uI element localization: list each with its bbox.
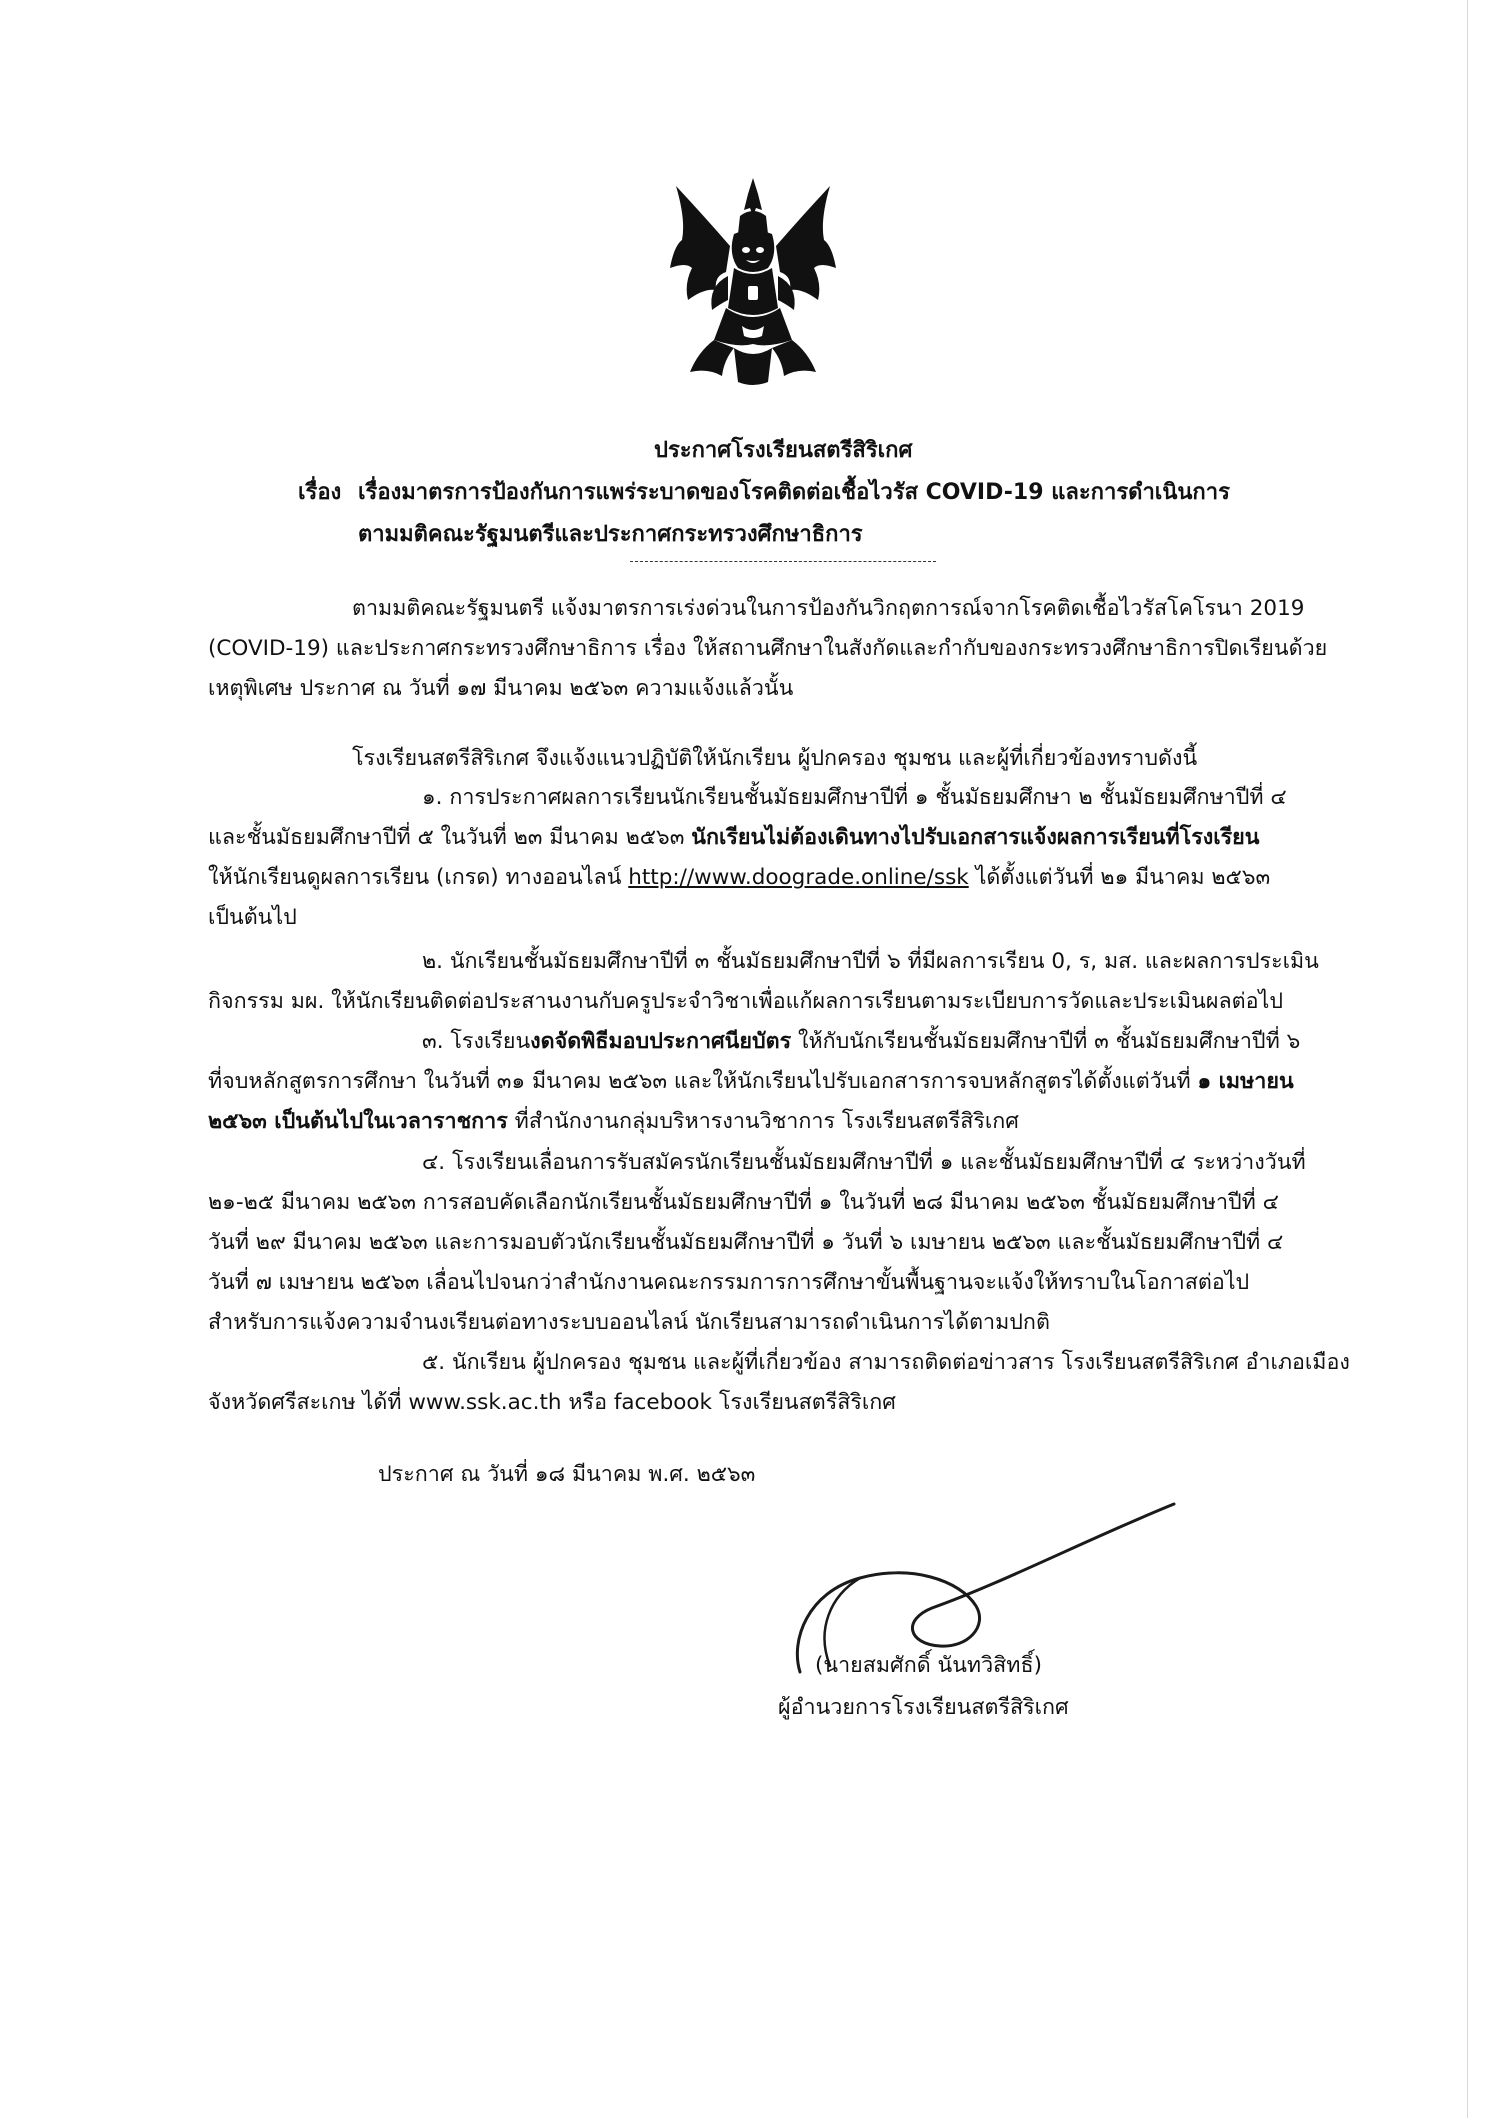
announcement-date: ประกาศ ณ วันที่ ๑๘ มีนาคม พ.ศ. ๒๕๖๓ [378, 1462, 756, 1487]
item3-line-2-bold: ๑ เมษายน [1197, 1069, 1294, 1094]
intro-line-1: ตามมติคณะรัฐมนตรี แจ้งมาตรการเร่งด่วนในการป้องกันวิกฤตการณ์จากโรคติดเชื้อไวรัสโคโรนา 2019 [352, 596, 1305, 621]
subject-line-1: เรื่องมาตรการป้องกันการแพร่ระบาดของโรคติดต่อเชื้อไวรัส COVID-19 และการดำเนินการ [358, 480, 1230, 505]
intro-line-3: เหตุพิเศษ ประกาศ ณ วันที่ ๑๗ มีนาคม ๒๕๖๓ ความแจ้งแล้วนั้น [208, 676, 794, 701]
doograde-link[interactable]: http://www.doograde.online/ssk [628, 865, 969, 890]
signer-name: (นายสมศักดิ์ นันทวิสิทธิ์) [815, 1653, 1042, 1678]
page-edge [1467, 0, 1468, 2118]
item3-line-1-bold: งดจัดพิธีมอบประกาศนียบัตร [530, 1029, 792, 1054]
item3-line-3 [208, 1104, 1019, 1138]
item4-line-2: ๒๑-๒๕ มีนาคม ๒๕๖๓ การสอบคัดเลือกนักเรียนชั้นมัธยมศึกษาปีที่ ๑ ในวันที่ ๒๘ มีนาคม ๒๕๖๓ ชั้นมัธยมศึกษาปีที่ ๔ [208, 1190, 1279, 1215]
item5-line-1: ๕. นักเรียน ผู้ปกครอง ชุมชน และผู้ที่เกี่ยวข้อง สามารถติดต่อข่าวสาร โรงเรียนสตรีสิริเกศ อำเภอเมือง [422, 1350, 1350, 1375]
item4-line-5: สำหรับการแจ้งความจำนงเรียนต่อทางระบบออนไลน์ นักเรียนสามารถดำเนินการได้ตามปกติ [208, 1310, 1050, 1335]
item1-line-2-text: และชั้นมัธยมศึกษาปีที่ ๕ ในวันที่ ๒๓ มีนาคม ๒๕๖๓ [208, 825, 692, 850]
item1-line-2-bold: นักเรียนไม่ต้องเดินทางไปรับเอกสารแจ้งผลการเรียนที่โรงเรียน [691, 825, 1260, 850]
item1-line-4: เป็นต้นไป [208, 905, 297, 930]
subject-line-2: ตามมติคณะรัฐมนตรีและประกาศกระทรวงศึกษาธิการ [358, 522, 863, 547]
item3-line-3-bold: ๒๕๖๓ เป็นต้นไปในเวลาราชการ [208, 1109, 508, 1134]
item3-line-1 [422, 1024, 1300, 1058]
item3-line-2-text: ที่จบหลักสูตรการศึกษา ในวันที่ ๓๑ มีนาคม ๒๕๖๓ และให้นักเรียนไปรับเอกสารการจบหลักสูตรได้ตั้งแต่วันที่ [208, 1069, 1198, 1094]
item4-line-1: ๔. โรงเรียนเลื่อนการรับสมัครนักเรียนชั้นมัธยมศึกษาปีที่ ๑ และชั้นมัธยมศึกษาปีที่ ๔ ระหว่างวันที่ [422, 1150, 1306, 1175]
item4-line-4: วันที่ ๗ เมษายน ๒๕๖๓ เลื่อนไปจนกว่าสำนักงานคณะกรรมการการศึกษาขั้นพื้นฐานจะแจ้งให้ทราบในโอกาสต่อไป [208, 1270, 1250, 1295]
notice-line: โรงเรียนสตรีสิริเกศ จึงแจ้งแนวปฏิบัติให้นักเรียน ผู้ปกครอง ชุมชน และผู้ที่เกี่ยวข้องทราบดังนี้ [352, 746, 1198, 771]
item1-line-1: ๑. การประกาศผลการเรียนนักเรียนชั้นมัธยมศึกษาปีที่ ๑ ชั้นมัธยมศึกษา ๒ ชั้นมัธยมศึกษาปีที่ ๔ [422, 785, 1287, 810]
item4-line-3: วันที่ ๒๙ มีนาคม ๒๕๖๓ และการมอบตัวนักเรียนชั้นมัธยมศึกษาปีที่ ๑ วันที่ ๖ เมษายน ๒๕๖๓ และชั้นมัธยมศึกษาปีที่ ๔ [208, 1230, 1284, 1255]
item1-line-2 [208, 820, 1259, 854]
item3-line-1-tail: ให้กับนักเรียนชั้นมัธยมศึกษาปีที่ ๓ ชั้นมัธยมศึกษาปีที่ ๖ [791, 1029, 1301, 1054]
garuda-emblem [668, 176, 838, 388]
subject-label: เรื่อง [298, 480, 342, 505]
item1-line-3-tail: ได้ตั้งแต่วันที่ ๒๑ มีนาคม ๒๕๖๓ [968, 865, 1271, 890]
dashed-divider [630, 561, 936, 562]
signer-title: ผู้อำนวยการโรงเรียนสตรีสิริเกศ [778, 1695, 1069, 1720]
item1-line-3 [208, 860, 1270, 894]
item3-line-2 [208, 1064, 1294, 1098]
item2-line-1: ๒. นักเรียนชั้นมัธยมศึกษาปีที่ ๓ ชั้นมัธยมศึกษาปีที่ ๖ ที่มีผลการเรียน 0, ร, มส. และผลการประเมิน [422, 949, 1319, 974]
item1-line-3-text: ให้นักเรียนดูผลการเรียน (เกรด) ทางออนไลน์ [208, 865, 629, 890]
item5-line-2: จังหวัดศรีสะเกษ ได้ที่ www.ssk.ac.th หรือ facebook โรงเรียนสตรีสิริเกศ [208, 1390, 896, 1415]
item3-line-1-text: ๓. โรงเรียน [422, 1029, 531, 1054]
intro-line-2: (COVID-19) และประกาศกระทรวงศึกษาธิการ เรื่อง ให้สถานศึกษาในสังกัดและกำกับของกระทรวงศึกษาธิการปิดเรียนด้วย [208, 636, 1328, 661]
item2-line-2: กิจกรรม มผ. ให้นักเรียนติดต่อประสานงานกับครูประจำวิชาเพื่อแก้ผลการเรียนตามระเบียบการวัดและประเมินผลต่อไป [208, 989, 1283, 1014]
announcement-title: ประกาศโรงเรียนสตรีสิริเกศ [654, 438, 913, 463]
item3-line-3-tail: ที่สำนักงานกลุ่มบริหารงานวิชาการ โรงเรียนสตรีสิริเกศ [507, 1109, 1019, 1134]
